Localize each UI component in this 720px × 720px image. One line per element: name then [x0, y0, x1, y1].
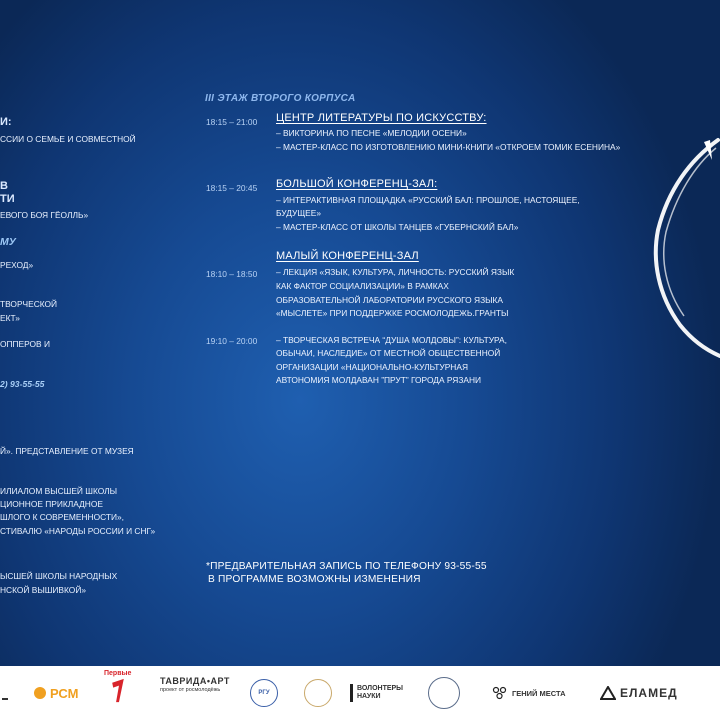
venue-title: МАЛЫЙ КОНФЕРЕНЦ-ЗАЛ — [276, 250, 419, 262]
changes-note: В ПРОГРАММЕ ВОЗМОЖНЫ ИЗМЕНЕНИЯ — [208, 574, 421, 585]
session-time: 18:15 – 21:00 — [206, 117, 258, 127]
left-fragment-text: И: — [0, 116, 12, 128]
program-item: БУДУЩЕЕ» — [276, 208, 322, 218]
program-item: АВТОНОМИЯ МОЛДАВАН ”ПРУТ” ГОРОДА РЯЗАНИ — [276, 375, 482, 385]
left-fragment-text: ТИ — [0, 193, 15, 205]
left-fragment-text: В — [0, 180, 8, 192]
left-fragment-text: Й». ПРЕДСТАВЛЕНИЕ ОТ МУЗЕЯ — [0, 446, 134, 456]
program-item: – МАСТЕР-КЛАСС ОТ ШКОЛЫ ТАНЦЕВ «ГУБЕРНСКИЙ БАЛ» — [276, 222, 519, 232]
program-item: «МЫСЛЕТЕ» ПРИ ПОДДЕРЖКЕ РОСМОЛОДЕЖЬ.ГРАНТЫ — [276, 308, 509, 318]
left-fragment-text: СТИВАЛЮ «НАРОДЫ РОССИИ И СНГ» — [0, 526, 156, 536]
emblem-logo — [304, 676, 332, 710]
left-fragment-text: ЕКТ» — [0, 313, 20, 323]
program-item: КАК ФАКТОР СОЦИАЛИЗАЦИИ» В РАМКАХ — [276, 281, 449, 291]
left-fragment-phone: 2) 93-55-55 — [0, 379, 45, 389]
left-page-fragment — [0, 0, 200, 666]
program-item: ОРГАНИЗАЦИИ «НАЦИОНАЛЬНО-КУЛЬТУРНАЯ — [276, 362, 468, 372]
program-item: – ВИКТОРИНА ПО ПЕСНЕ «МЕЛОДИИ ОСЕНИ» — [276, 128, 467, 138]
left-fragment-text: МУ — [0, 236, 16, 248]
venue-title: ЦЕНТР ЛИТЕРАТУРЫ ПО ИСКУССТВУ: — [276, 112, 487, 124]
session-time: 18:15 – 20:45 — [206, 183, 258, 193]
session-time: 18:10 – 18:50 — [206, 269, 258, 279]
registration-note: *ПРЕДВАРИТЕЛЬНАЯ ЗАПИСЬ ПО ТЕЛЕФОНУ 93-55-55 — [206, 561, 487, 572]
partner-logos-bar — [0, 666, 720, 720]
dots-icon — [492, 686, 508, 700]
genius-logo: ГЕНИЙ МЕСТА — [492, 676, 566, 710]
emblem-icon — [304, 679, 332, 707]
brush-stroke-decoration — [650, 120, 720, 360]
pervye-logo: Первые — [104, 670, 131, 704]
venue-title: БОЛЬШОЙ КОНФЕРЕНЦ-ЗАЛ: — [276, 178, 438, 190]
left-fragment-text: ЕВОГО БОЯ ГЁОЛЛЬ» — [0, 210, 89, 220]
triangle-icon — [600, 686, 616, 700]
round-logo — [428, 676, 460, 710]
left-fragment-text: ССИИ О СЕМЬЕ И СОВМЕСТНОЙ — [0, 134, 136, 144]
left-fragment-text: ЫСШЕЙ ШКОЛЫ НАРОДНЫХ — [0, 571, 118, 581]
left-fragment-text: НСКОЙ ВЫШИВКОЙ» — [0, 585, 86, 595]
program-item: – МАСТЕР-КЛАСС ПО ИЗГОТОВЛЕНИЮ МИНИ-КНИГИ «ОТКРОЕМ ТОМИК ЕСЕНИНА» — [276, 142, 621, 152]
pervye-icon — [110, 677, 126, 704]
left-fragment-text: ТВОРЧЕСКОЙ — [0, 299, 58, 309]
rgu-logo: РГУ — [250, 676, 278, 710]
program-item: ОБЫЧАИ, НАСЛЕДИЕ» ОТ МЕСТНОЙ ОБЩЕСТВЕННОЙ — [276, 348, 501, 358]
rsm-logo: РСМ — [34, 676, 78, 710]
tavrida-logo: ТАВРИДА•АРТ проект от росмолодёжь — [160, 676, 230, 693]
left-fragment-text: РЕХОД» — [0, 260, 34, 270]
left-fragment-text: ОППЕРОВ И — [0, 339, 50, 349]
volonter-logo: ВОЛОНТЕРЫ НАУКИ — [350, 676, 409, 710]
program-item: ОБРАЗОВАТЕЛЬНОЙ ЛАБОРАТОРИИ РУССКОГО ЯЗЫКА — [276, 295, 504, 305]
elamed-logo: ЕЛАМЕД — [600, 676, 678, 710]
left-fragment-text: ЦИОННОЕ ПРИКЛАДНОЕ — [0, 499, 103, 509]
program-item: – ИНТЕРАКТИВНАЯ ПЛОЩАДКА «РУССКИЙ БАЛ: ПРОШЛОЕ, НАСТОЯЩЕЕ, — [276, 195, 580, 205]
program-item: – ТВОРЧЕСКАЯ ВСТРЕЧА “ДУША МОЛДОВЫ”: КУЛЬТУРА, — [276, 335, 507, 345]
program-item: – ЛЕКЦИЯ «ЯЗЫК, КУЛЬТУРА, ЛИЧНОСТЬ: РУССКИЙ ЯЗЫК — [276, 267, 515, 277]
floor-label: III ЭТАЖ ВТОРОГО КОРПУСА — [205, 93, 356, 104]
partial-logo — [2, 676, 8, 710]
session-time: 19:10 – 20:00 — [206, 336, 258, 346]
round-emblem-icon — [428, 677, 460, 709]
left-fragment-text: ШЛОГО К СОВРЕМЕННОСТИ», — [0, 512, 124, 522]
left-fragment-text: ИЛИАЛОМ ВЫСШЕЙ ШКОЛЫ — [0, 486, 118, 496]
